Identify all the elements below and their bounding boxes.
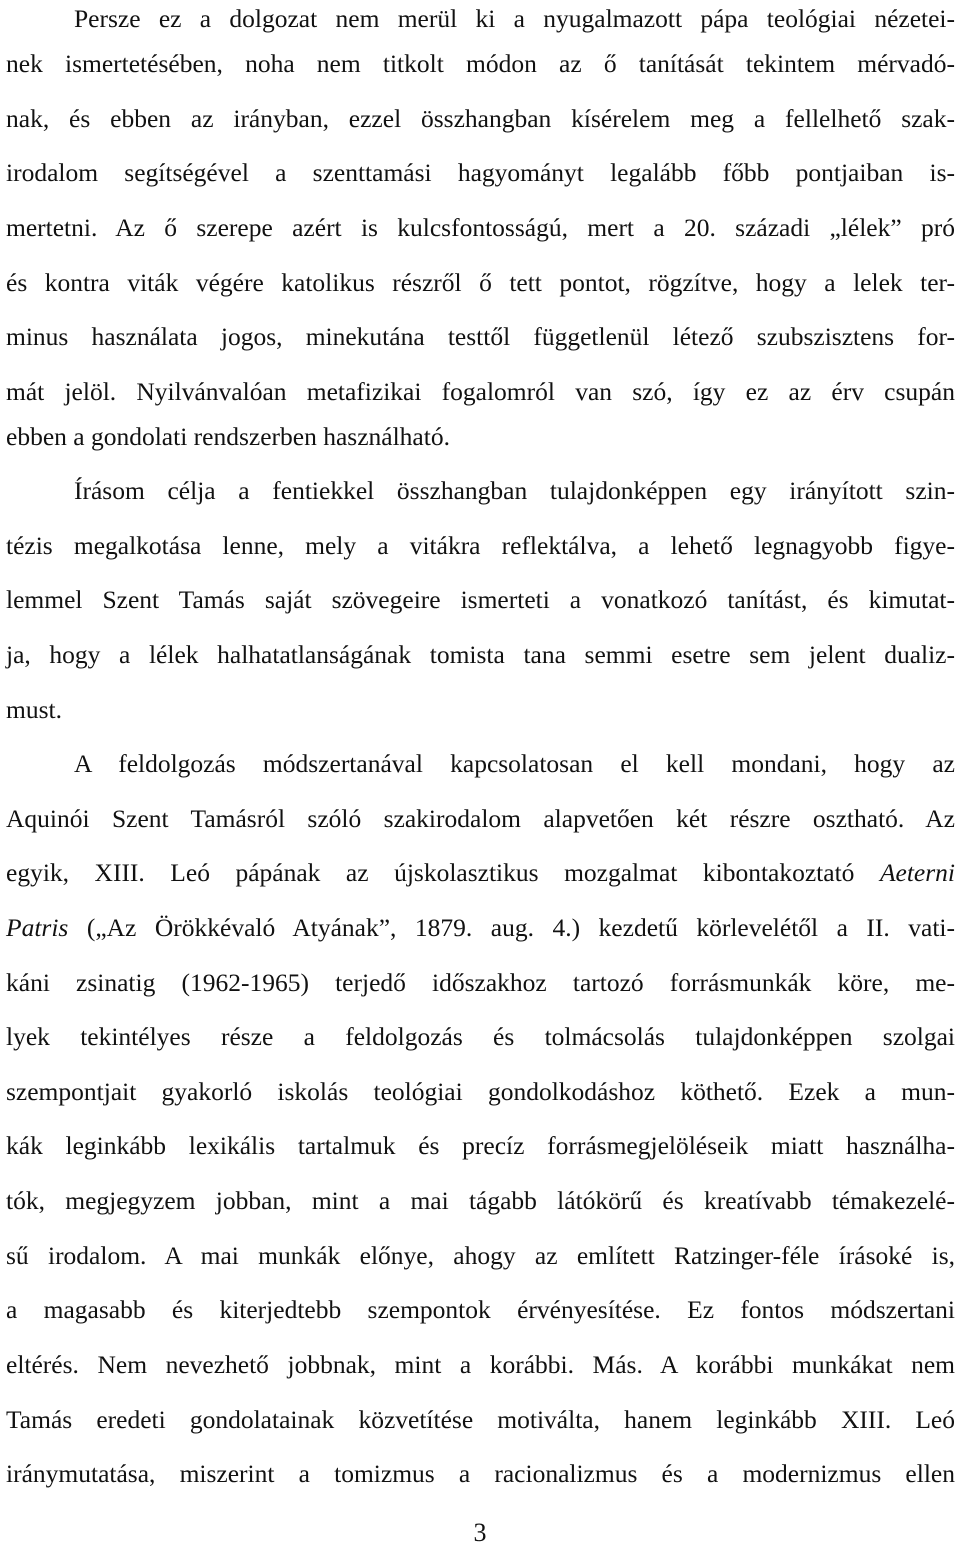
text-line: és kontra viták végére katolikus részről ő tett pontot, rögzítve, hogy a lelek ter-: [6, 268, 955, 297]
text-line: Írásom célja a fentiekkel összhangban tulajdonképpen egy irányított szin-: [74, 476, 955, 505]
text-segment: („Az Örökkévaló Atyának”, 1879. aug. 4.) kezdetű körlevelétől a II. vati-: [68, 913, 955, 942]
text-line: must.: [6, 695, 62, 724]
text-line: Aquinói Szent Tamásról szóló szakirodalom alapvetően két részre osztható. Az: [6, 804, 955, 833]
text-line: [6, 853, 955, 893]
text-line: nek ismertetésében, noha nem titkolt módon az ő tanítását tekintem mérvadó-: [6, 49, 955, 78]
text-line: Persze ez a dolgozat nem merül ki a nyugalmazott pápa teológiai nézetei-: [74, 4, 955, 33]
text-line: eltérés. Nem nevezhető jobbnak, mint a korábbi. Más. A korábbi munkákat nem: [6, 1350, 955, 1379]
page-number: 3: [473, 1518, 487, 1547]
text-line: ebben a gondolati rendszerben használható.: [6, 422, 450, 451]
text-line: A feldolgozás módszertanával kapcsolatosan el kell mondani, hogy az: [74, 749, 955, 778]
text-line: sű irodalom. A mai munkák előnye, ahogy az említett Ratzinger-féle írásoké is,: [6, 1241, 955, 1270]
text-line: lemmel Szent Tamás saját szövegeire ismerteti a vonatkozó tanítást, és kimutat-: [6, 585, 955, 614]
text-line: szempontjait gyakorló iskolás teológiai gondolkodáshoz köthető. Ezek a mun-: [6, 1077, 955, 1106]
text-line: ja, hogy a lélek halhatatlanságának tomista tana semmi esetre sem jelent dualiz-: [6, 640, 955, 669]
text-line: nak, és ebben az irányban, ezzel összhangban kísérelem meg a fellelhető szak-: [6, 104, 955, 133]
text-segment: egyik, XIII. Leó pápának az újskolasztikus mozgalmat kibontakoztató: [6, 858, 855, 887]
text-line: iránymutatása, miszerint a tomizmus a racionalizmus és a modernizmus ellen: [6, 1459, 955, 1488]
title-italic: Aeterni: [879, 858, 955, 887]
text-line: lyek tekintélyes része a feldolgozás és tolmácsolás tulajdonképpen szolgai: [6, 1022, 955, 1051]
text-line: káni zsinatig (1962-1965) terjedő időszakhoz tartozó forrásmunkák köre, me-: [6, 968, 955, 997]
text-line: mertetni. Az ő szerepe azért is kulcsfontosságú, mert a 20. századi „lélek” pró: [6, 213, 955, 242]
text-line: irodalom segítségével a szenttamási hagyományt legalább főbb pontjaiban is-: [6, 158, 955, 187]
text-line: kák leginkább lexikális tartalmuk és precíz forrásmegjelöléseik miatt használha-: [6, 1131, 955, 1160]
text-line: [6, 908, 955, 948]
text-line: minus használata jogos, minekutána testtől függetlenül létező szubszisztens for-: [6, 322, 955, 351]
text-line: a magasabb és kiterjedtebb szempontok érvényesítése. Ez fontos módszertani: [6, 1295, 955, 1324]
text-line: Tamás eredeti gondolatainak közvetítése motiválta, hanem leginkább XIII. Leó: [6, 1405, 955, 1434]
text-line: mát jelöl. Nyilvánvalóan metafizikai fogalomról van szó, így ez az érv csupán: [6, 377, 955, 406]
text-line: tézis megalkotása lenne, mely a vitákra reflektálva, a lehető legnagyobb figye-: [6, 531, 955, 560]
text-line: tók, megjegyzem jobban, mint a mai tágabb látókörű és kreatívabb témakezelé-: [6, 1186, 955, 1215]
title-italic: Patris: [6, 913, 69, 942]
